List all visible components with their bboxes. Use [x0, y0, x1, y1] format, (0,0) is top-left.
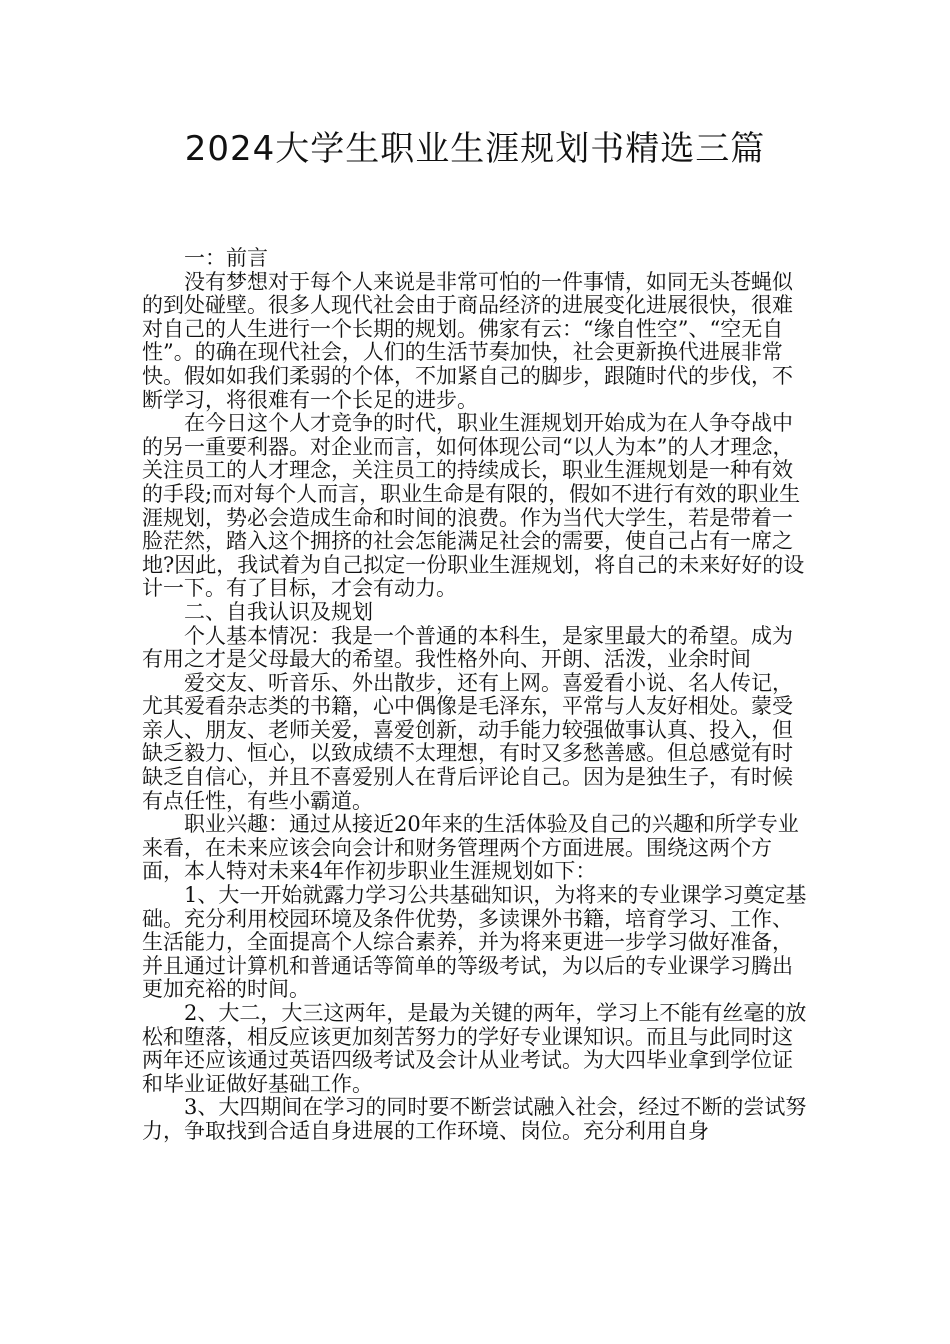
paragraph-plan-year-2-3: 2、大二，大三这两年，是最为关键的两年，学习上不能有丝毫的放松和堕落，相反应该更加刻苦努力的学好专业课知识。而且与此同时这两年还应该通过英语四级考试及会计从业考试。为大四毕业拿到学位证和毕业证做好基础工作。 — [142, 1001, 807, 1096]
paragraph-career-interest: 职业兴趣：通过从接近20年来的生活体验及自己的兴趣和所学专业来看，在未来应该会向会计和财务管理两个方面进展。围绕这两个方面，本人特对未来4年作初步职业生涯规划如下： — [142, 812, 799, 884]
section-heading-self-knowledge: 二、自我认识及规划 — [184, 599, 373, 624]
paragraph-basic-info: 个人基本情况：我是一个普通的本科生，是家里最大的希望。成为有用之才是父母最大的希望。我性格外向、开朗、活泼，业余时间 — [142, 623, 793, 672]
paragraph-plan-year-4: 3、大四期间在学习的同时要不断尝试融入社会，经过不断的尝试努力，争取找到合适自身进展的工作环境、岗位。充分利用自身 — [142, 1095, 807, 1143]
document-title: 2024大学生职业生涯规划书精选三篇 — [184, 129, 766, 169]
paragraph-hobbies: 爱交友、听音乐、外出散步，还有上网。喜爱看小说、名人传记，尤其爱看杂志类的书籍，心中偶像是毛泽东，平常与人友好相处。蒙受亲人、朋友、老师关爱，喜爱创新，动手能力较强做事认真、投入，但缺乏毅力、恒心，以致成绩不太理想，有时又多愁善感。但总感觉有时缺乏自信心，并且不喜爱别人在背后评论自己。因为是独生子，有时候有点任性，有些小霸道。 — [142, 670, 793, 813]
paragraph-competition: 在今日这个人才竞争的时代，职业生涯规划开始成为在人争夺战中的另一重要利器。对企业而言，如何体现公司“以人为本”的人才理念，关注员工的人才理念，关注员工的持续成长，职业生涯规划是一种有效的手段;而对每个人而言，职业生命是有限的，假如不进行有效的职业生涯规划，势必会造成生命和时间的浪费。作为当代大学生，若是带着一脸茫然，踏入这个拥挤的社会怎能满足社会的需要，使自己占有一席之地?因此，我试着为自己拟定一份职业生涯规划，将自己的未来好好的设计一下。有了目标，才会有动力。 — [142, 411, 805, 601]
document-body — [142, 247, 808, 1144]
paragraph-dream: 没有梦想对于每个人来说是非常可怕的一件事情，如同无头苍蝇似的到处碰壁。很多人现代社会由于商品经济的进展变化进展很快，很难对自己的人生进行一个长期的规划。佛家有云：“缘自性空”、“空无自性”。的确在现代社会，人们的生活节奏加快，社会更新换代进展非常快。假如如我们柔弱的个体，不加紧自己的脚步，跟随时代的步伐，不断学习，将很难有一个长足的进步。 — [142, 269, 793, 412]
section-heading-preface: 一：前言 — [184, 246, 268, 270]
paragraph-plan-year-1: 1、大一开始就露力学习公共基础知识，为将来的专业课学习奠定基础。充分利用校园环境及条件优势，多读课外书籍，培育学习、工作、生活能力，全面提高个人综合素养，并为将来更进一步学习做好准备，并且通过计算机和普通话等简单的等级考试，为以后的专业课学习腾出更加充裕的时间。 — [142, 883, 807, 1002]
